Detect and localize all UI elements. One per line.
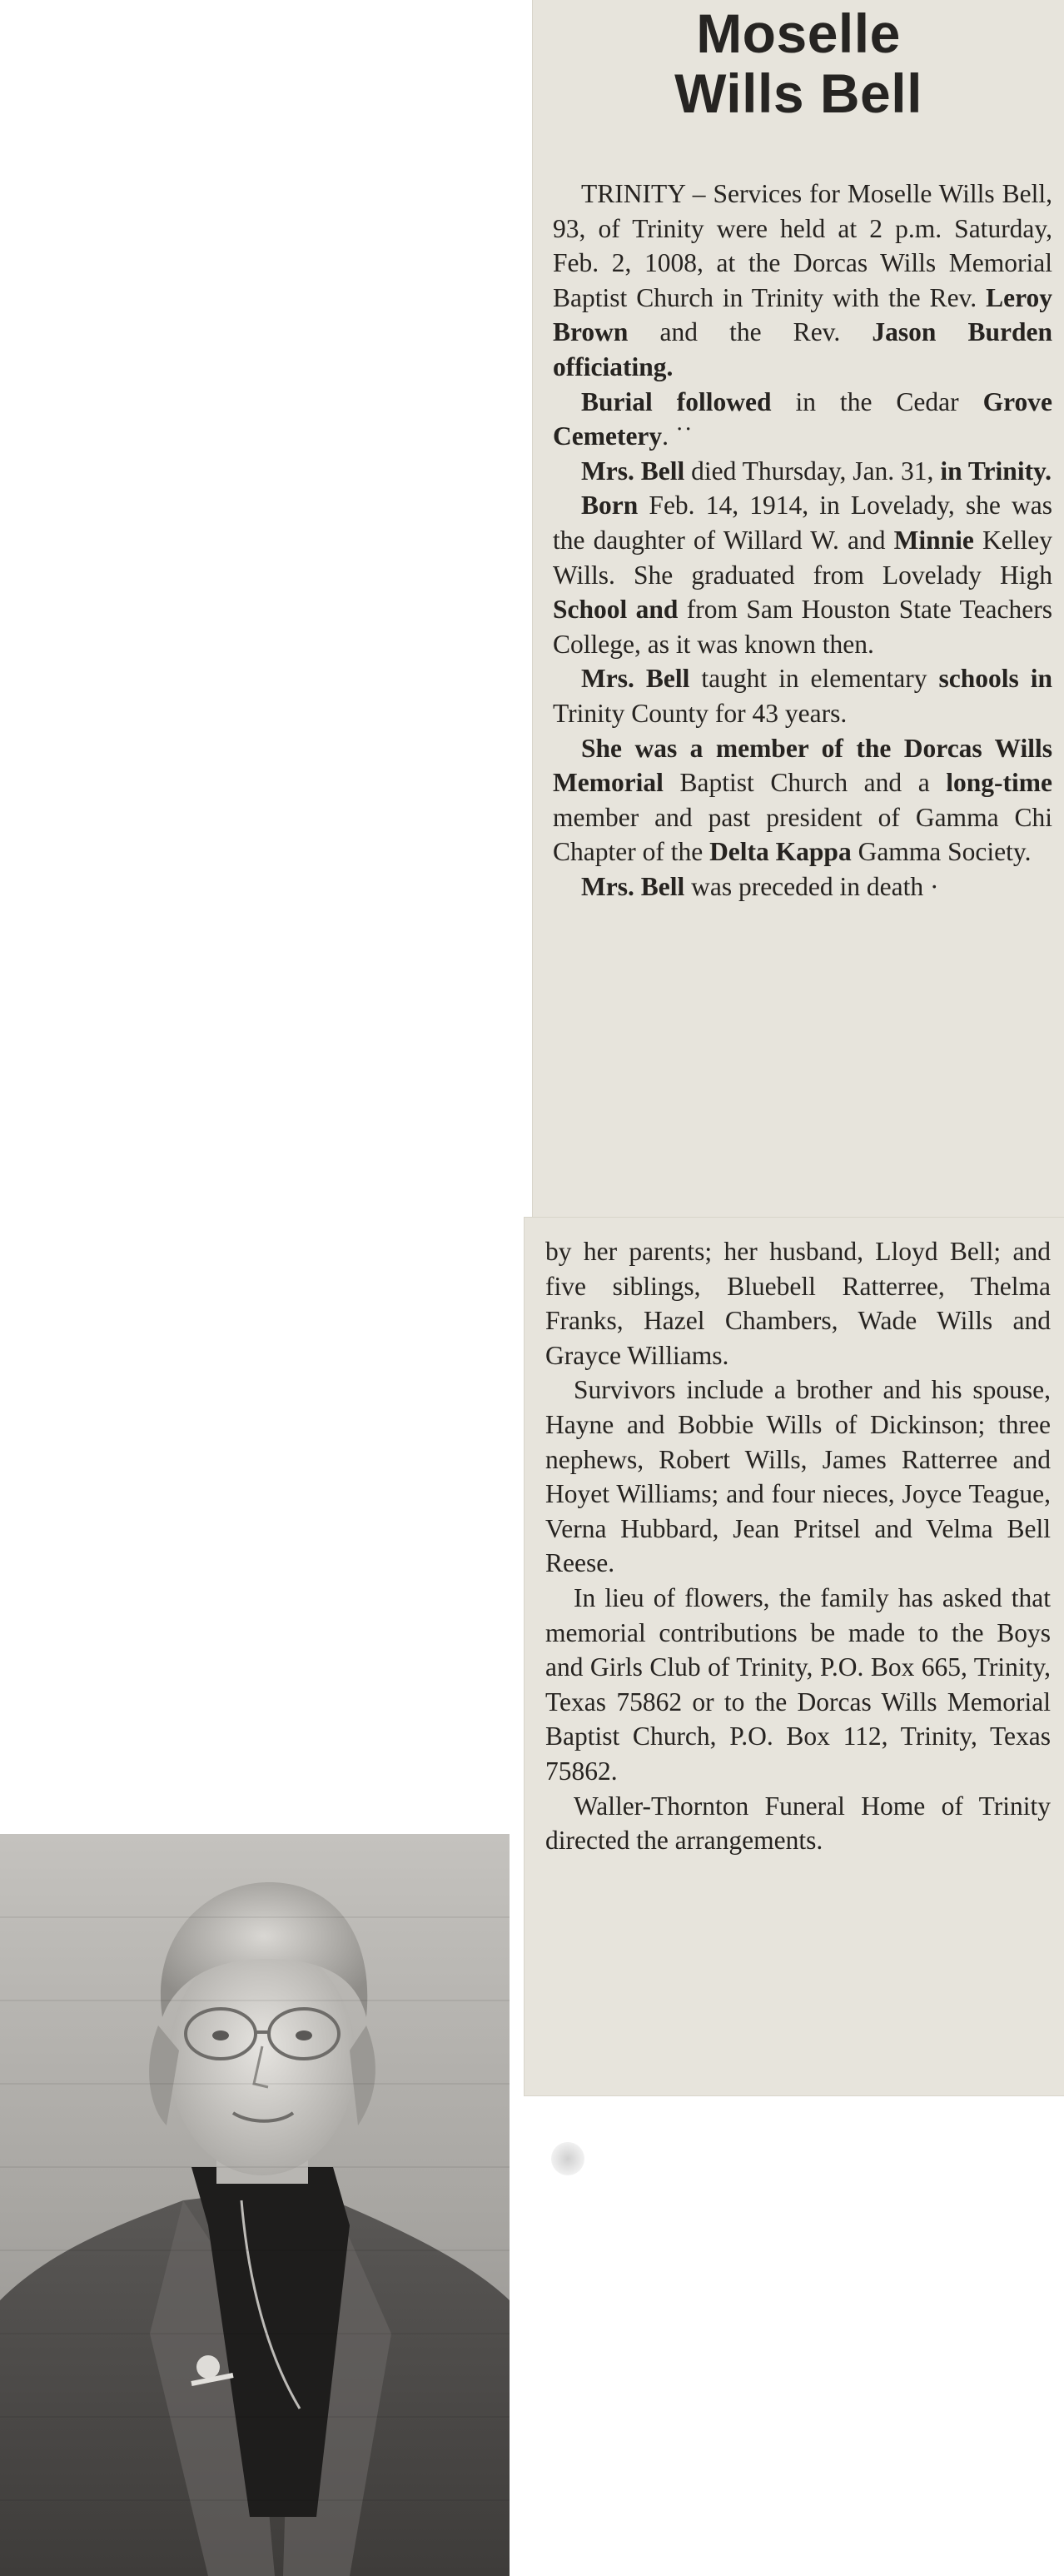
birth-text-2: Kelley Wills. She graduated from Lovelady High (553, 525, 1052, 590)
preceded-text: was preceded in death · (684, 871, 939, 901)
birth-bold: Born (581, 491, 639, 521)
print-smudge (551, 2142, 584, 2175)
officiant-1: Leroy Brown (553, 282, 1052, 347)
portrait-illustration (0, 1834, 510, 2576)
career-bold: Mrs. Bell (581, 664, 690, 694)
burial-text: in the Cedar (771, 386, 983, 416)
paragraph-birth (553, 488, 1052, 661)
paragraph-career (553, 661, 1052, 730)
birth-text: Feb. 14, 1914, in Lovelady, she was the daughter of Willard W. and (553, 491, 1052, 555)
services-text: – Services for Moselle Wills Bell, 93, of Trinity were held at 2 p.m. Saturday, Feb. 2, 1008, at the Dorcas Wills Memorial Baptist Church in Trinity with the Rev. (553, 179, 1052, 312)
dateline: TRINITY (581, 179, 685, 208)
school-bold: School and (553, 595, 679, 625)
paragraph-family-preceded: by her parents; her husband, Lloyd Bell; and five siblings, Bluebell Ratterree, Thelma Franks, Hazel Chambers, Wade Wills and Grayce Williams. (545, 1237, 1051, 1370)
membership-bold: She was a member of the Dorcas Wills Memorial (553, 733, 1052, 798)
death-bold: Mrs. Bell (581, 456, 685, 486)
paragraph-burial (553, 385, 1052, 454)
burial-bold: Burial followed (581, 386, 772, 416)
burial-text-2: . ˙˙ (662, 421, 693, 451)
membership-text: Baptist Church and a (663, 768, 947, 798)
membership-text-2: member and past president of Gamma Chi Chapter of the (553, 802, 1052, 867)
services-text-2: and the Rev. (628, 317, 873, 347)
career-text: taught in elementary (689, 664, 939, 694)
membership-bold-2: long-time (946, 768, 1052, 798)
paragraph-death (553, 454, 1052, 489)
paragraph-survivors: Survivors include a brother and his spouse, Hayne and Bobbie Wills of Dickinson; three nephews, Robert Wills, James Ratterree and Hoyet Williams; and four nieces, Joyce Teague, Verna Hubbard, Jean Pritsel and Velma Bell Reese. (545, 1375, 1051, 1578)
paragraph-membership (553, 731, 1052, 869)
birth-text-3: from Sam Houston State Teachers College, as it was known then. (553, 595, 1052, 659)
membership-text-3: Gamma Society. (851, 837, 1032, 867)
paragraph-preceded (553, 869, 1052, 904)
paragraph-memorials: In lieu of flowers, the family has asked that memorial contributions be made to the Boys and Girls Club of Trinity, P.O. Box 665, Trinity, Texas 75862 or to the Dorcas Wills Memorial Baptist Church, P.O. Box 112, Trinity, Texas 75862. (545, 1582, 1051, 1786)
obituary-column-bottom (545, 1234, 1051, 1858)
death-place: in Trinity. (940, 456, 1052, 486)
career-text-2: Trinity County for 43 years. (553, 698, 848, 728)
death-text: died Thursday, Jan. 31, (684, 456, 941, 486)
paragraph-funeral-home: Waller-Thornton Funeral Home of Trinity directed the arrangements. (545, 1791, 1051, 1856)
preceded-bold: Mrs. Bell (581, 871, 685, 901)
portrait-photo (0, 1834, 510, 2576)
officiant-2: Jason Burden officiating. (553, 317, 1052, 381)
paragraph-services (553, 177, 1052, 385)
obituary-column-top (553, 177, 1052, 904)
society-bold: Delta Kappa (709, 837, 852, 867)
obituary-headline (533, 3, 1064, 123)
headline-line-2: Wills Bell (674, 62, 922, 124)
mother-name: Minnie (893, 525, 974, 555)
career-bold-2: schools in (938, 664, 1053, 694)
cemetery-name: Grove Cemetery (553, 386, 1052, 451)
headline-line-1: Moselle (696, 2, 901, 64)
